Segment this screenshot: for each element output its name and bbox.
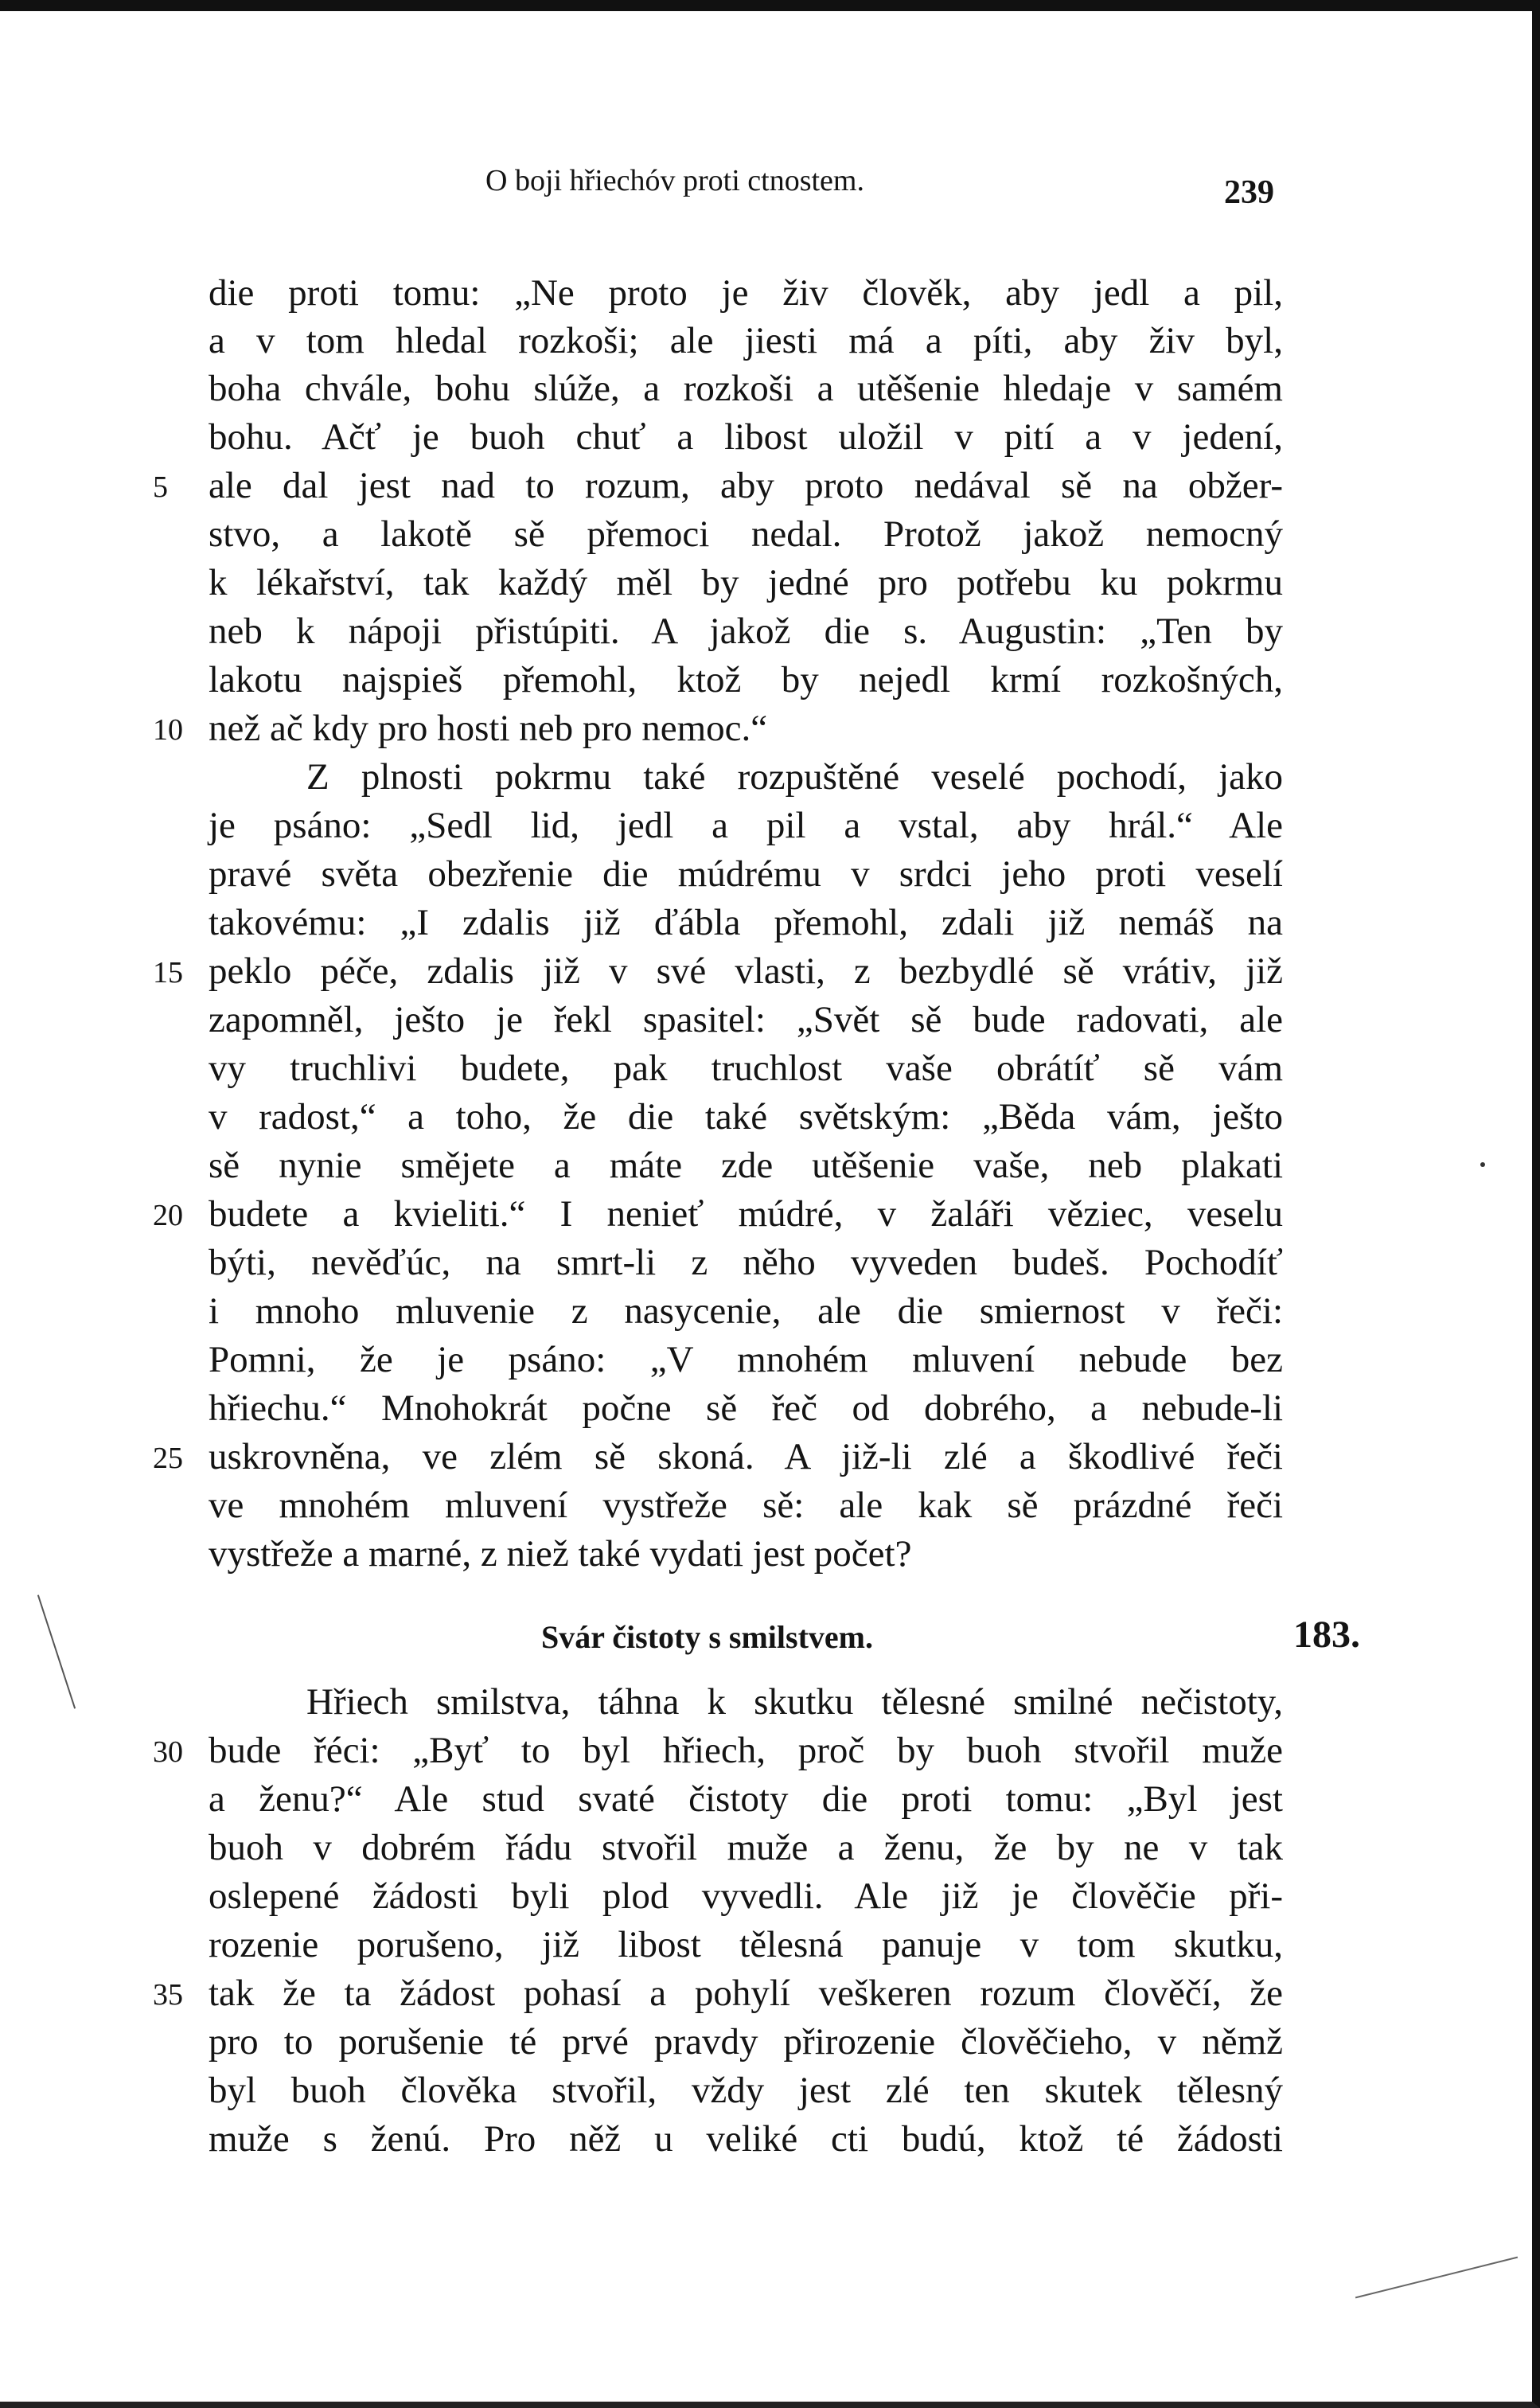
line-number: 5 [153, 470, 168, 504]
text-line: byl buoh člověka stvořil, vždy jest zlé ten skutek tělesný [209, 2070, 1283, 2111]
text-line: oslepené žádosti byli plod vyvedli. Ale již je člověčie při- [209, 1875, 1283, 1917]
text-line: Hřiech smilstva, táhna k skutku tělesné smilné nečistoty, [306, 1681, 1283, 1723]
scan-speck [1480, 1162, 1485, 1167]
text-line: neb k nápoji přistúpiti. A jakož die s. Augustin: „Ten by [209, 611, 1283, 652]
line-number: 30 [153, 1735, 183, 1769]
scan-scratch [37, 1594, 76, 1708]
line-number: 25 [153, 1442, 183, 1475]
section-heading: Svár čistoty s smilstvem. [541, 1619, 873, 1655]
text-line: sě nynie smějete a máte zde utěšenie vaše, neb plakati [209, 1145, 1283, 1186]
text-line: muže s ženú. Pro něž u veliké cti budú, ktož té žádosti [209, 2118, 1283, 2160]
text-line: peklo péče, zdalis již v své vlasti, z bezbydlé sě vrátiv, již [209, 950, 1283, 992]
text-line: vystřeže a marné, z niež také vydati jest počet? [209, 1533, 912, 1575]
text-line: a ženu?“ Ale stud svaté čistoty die proti tomu: „Byl jest [209, 1778, 1283, 1820]
running-title: O boji hřiechóv proti ctnostem. [485, 164, 864, 197]
text-line: uskrovněna, ve zlém sě skoná. A již-li zlé a škodlivé řeči [209, 1436, 1283, 1477]
section-number: 183. [1293, 1614, 1360, 1656]
text-line: bude řéci: „Byť to byl hřiech, proč by buoh stvořil muže [209, 1730, 1283, 1771]
line-number: 35 [153, 1978, 183, 2012]
text-line: vy truchlivi budete, pak truchlost vaše obrátíť sě vám [209, 1048, 1283, 1089]
text-line: buoh v dobrém řádu stvořil muže a ženu, že by ne v tak [209, 1827, 1283, 1868]
text-line: die proti tomu: „Ne proto je živ člověk, aby jedl a pil, [209, 272, 1283, 314]
text-line: býti, nevěďúc, na smrt-li z něho vyveden budeš. Pochodíť [209, 1242, 1283, 1283]
text-line: boha chvále, bohu slúže, a rozkoši a utěšenie hledaje v samém [209, 368, 1283, 409]
line-number: 15 [153, 956, 183, 989]
text-line: Pomni, že je psáno: „V mnohém mluvení nebude bez [209, 1339, 1283, 1380]
text-line: k lékařství, tak každý měl by jedné pro potřebu ku pokrmu [209, 562, 1283, 603]
text-line: lakotu najspieš přemohl, ktož by nejedl krmí rozkošných, [209, 659, 1283, 701]
text-line: a v tom hledal rozkoši; ale jiesti má a píti, aby živ byl, [209, 320, 1283, 361]
text-line: i mnoho mluvenie z nasycenie, ale die smiernost v řeči: [209, 1290, 1283, 1332]
text-line: v radost,“ a toho, že die také světským: „Běda vám, ješto [209, 1096, 1283, 1138]
text-line: je psáno: „Sedl lid, jedl a pil a vstal, aby hrál.“ Ale [209, 805, 1283, 846]
text-line: stvo, a lakotě sě přemoci nedal. Protož jakož nemocný [209, 513, 1283, 555]
text-line: takovému: „I zdalis již ďábla přemohl, zdali již nemáš na [209, 902, 1283, 943]
text-line: hřiechu.“ Mnohokrát počne sě řeč od dobrého, a nebude-li [209, 1387, 1283, 1429]
text-line: než ač kdy pro hosti neb pro nemoc.“ [209, 708, 768, 749]
text-line: pro to porušenie té prvé pravdy přirozenie člověčieho, v němž [209, 2021, 1283, 2063]
text-line: budete a kvieliti.“ I nenieť múdré, v žaláři věziec, veselu [209, 1193, 1283, 1235]
text-line: bohu. Ačť je buoh chuť a libost uložil v pití a v jedení, [209, 416, 1283, 458]
text-line: pravé světa obezřenie die múdrému v srdci jeho proti veselí [209, 853, 1283, 895]
text-line: zapomněl, ješto je řekl spasitel: „Svět sě bude radovati, ale [209, 999, 1283, 1040]
line-number: 20 [153, 1199, 183, 1232]
text-line: Z plnosti pokrmu také rozpuštěné veselé pochodí, jako [306, 756, 1283, 798]
text-line: ve mnohém mluvení vystřeže sě: ale kak sě prázdné řeči [209, 1485, 1283, 1526]
page-number: 239 [1224, 174, 1274, 211]
text-line: ale dal jest nad to rozum, aby proto nedával sě na obžer- [209, 465, 1283, 506]
line-number: 10 [153, 713, 183, 747]
text-line: tak že ta žádost pohasí a pohylí veškeren rozum člověčí, že [209, 1973, 1283, 2014]
scan-scratch [1355, 2257, 1518, 2299]
text-line: rozenie porušeno, již libost tělesná panuje v tom skutku, [209, 1924, 1283, 1965]
